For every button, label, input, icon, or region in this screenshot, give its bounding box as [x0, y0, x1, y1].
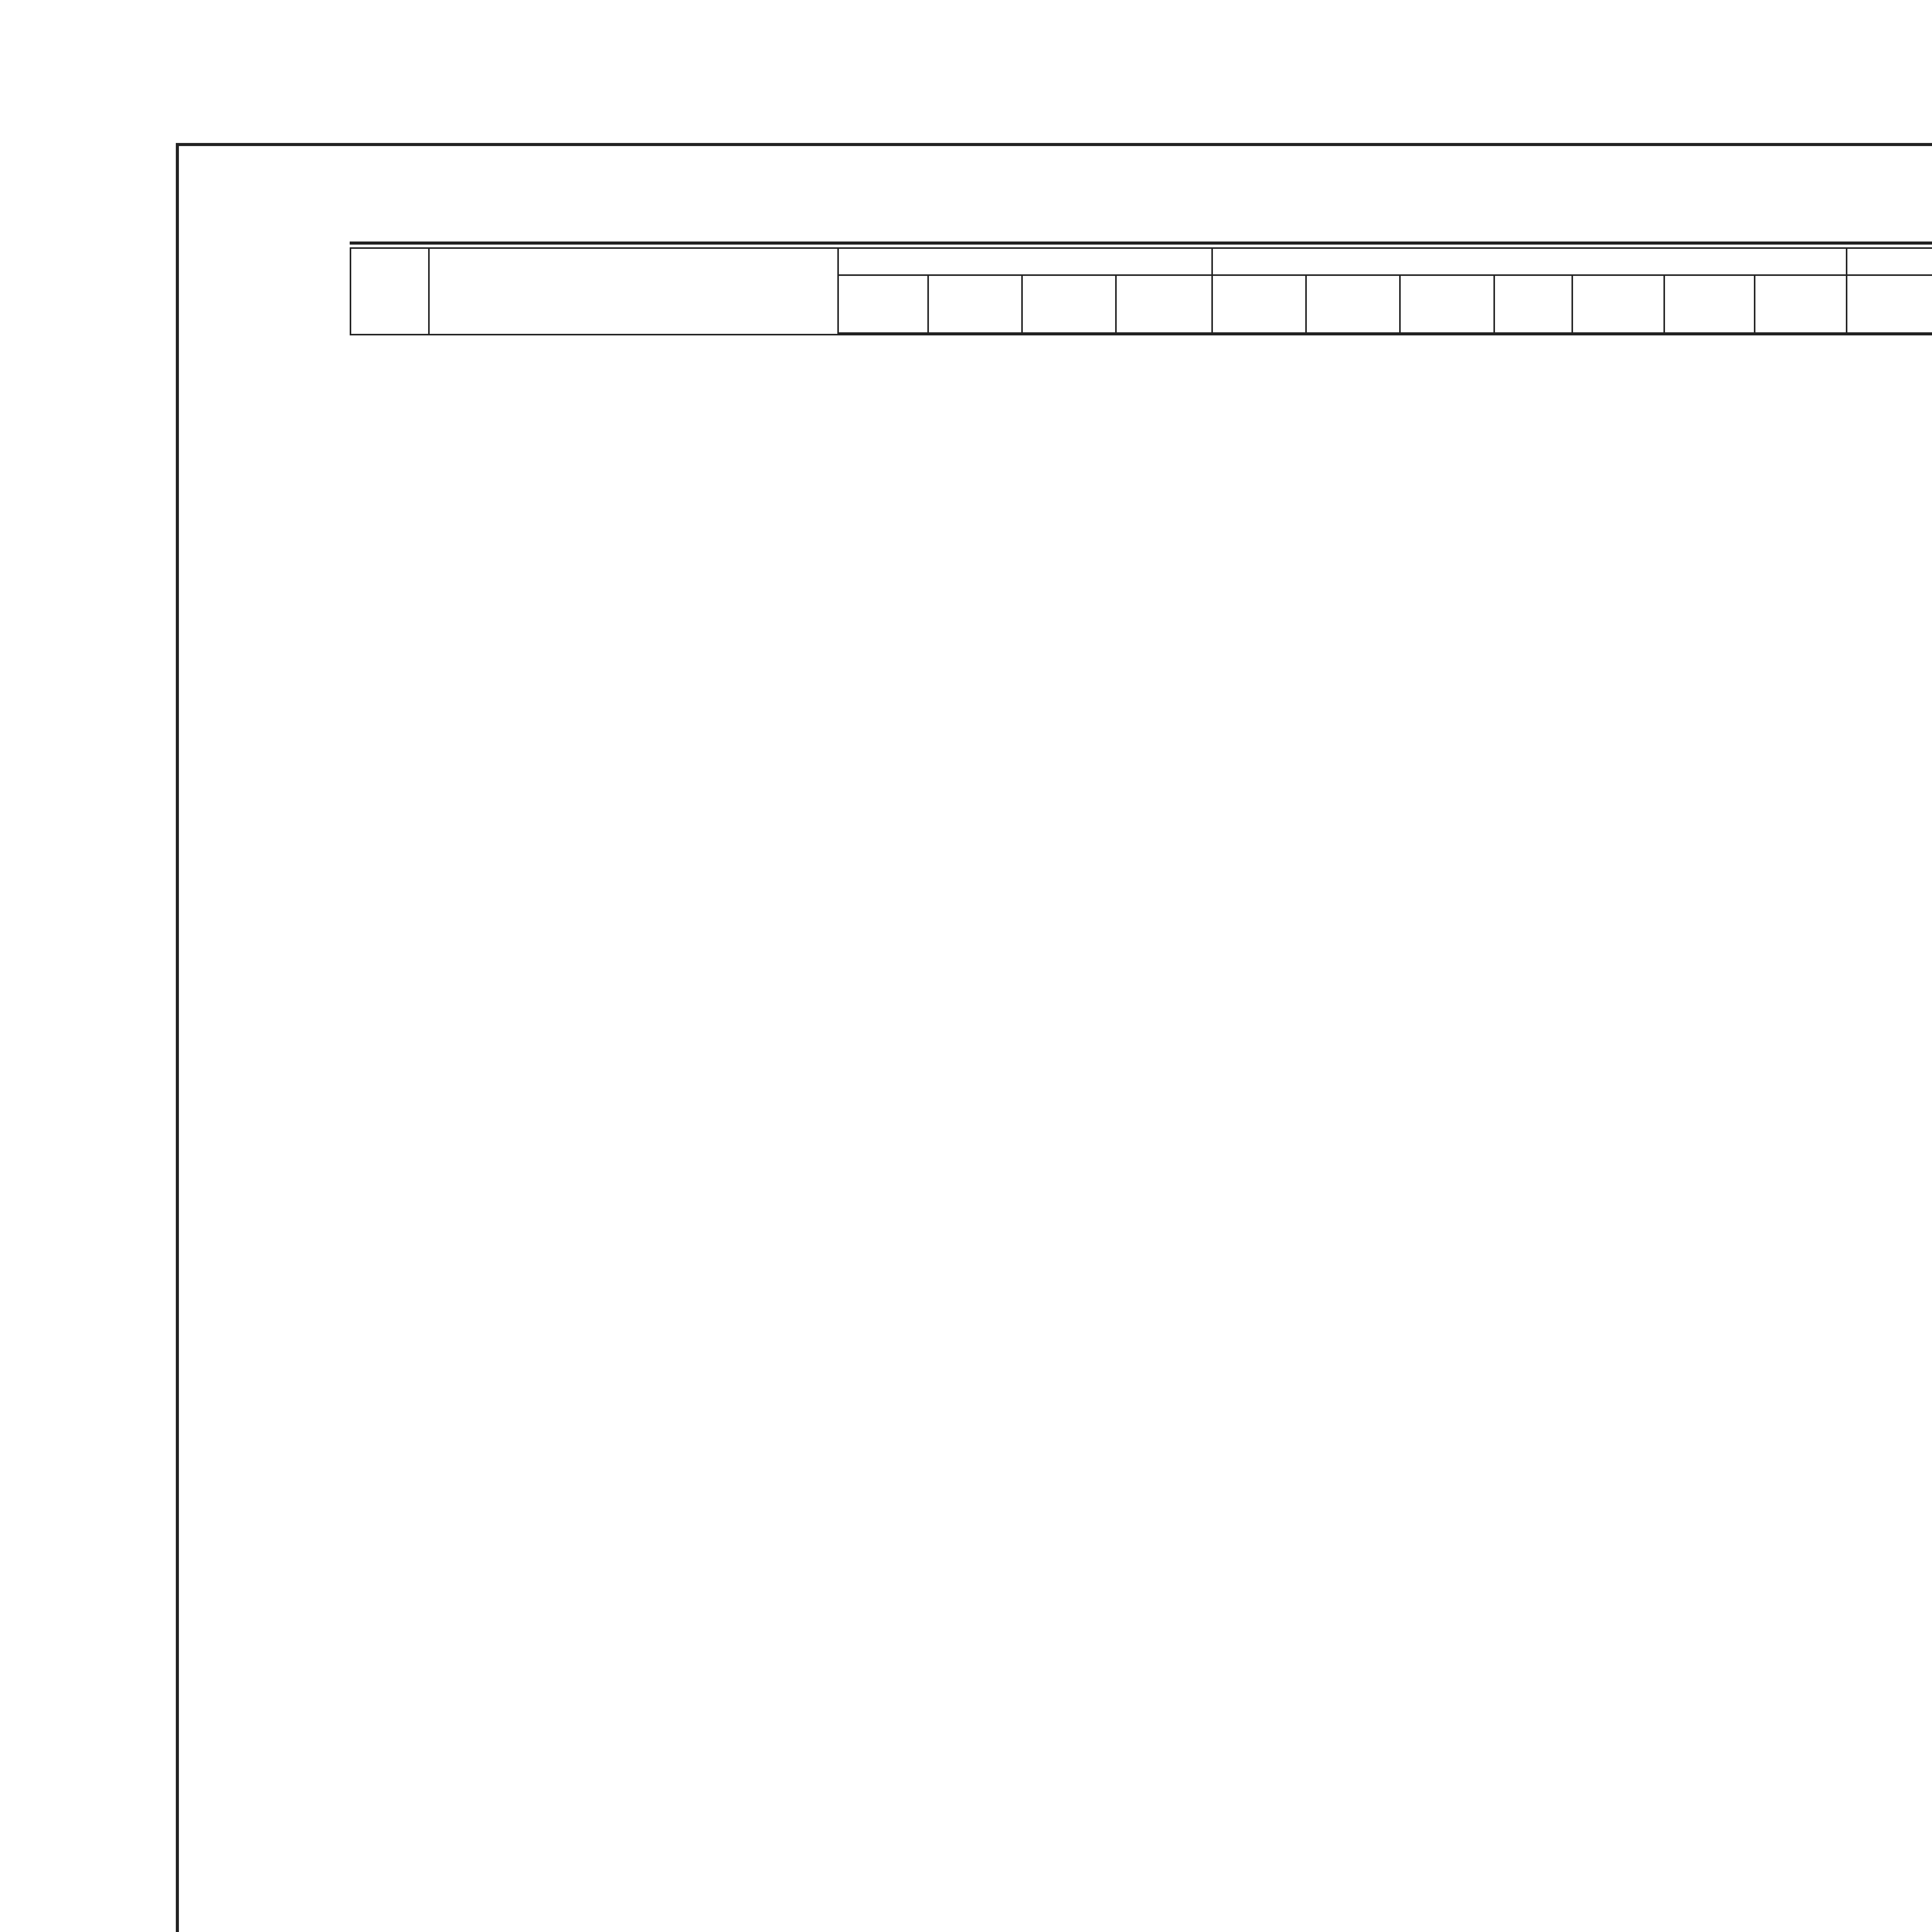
group-infl: [838, 248, 1212, 275]
unit-dyn: [1494, 333, 1573, 335]
unit-area: [1022, 333, 1116, 335]
col-equiv: [1306, 275, 1400, 333]
group-add: [1847, 248, 1932, 275]
truss-scheme: [456, 1712, 1777, 1928]
unit-equiv: [1306, 333, 1400, 335]
unit-kper: [1572, 333, 1664, 335]
col-element: [350, 248, 429, 335]
col-n1m: [1664, 275, 1754, 333]
unit-sum-main: [1755, 333, 1847, 335]
col-sum-main: [1755, 275, 1847, 333]
unit-add: [1847, 333, 1932, 335]
page-title: [575, 197, 1932, 240]
unit-s-perm: [1212, 333, 1306, 335]
col-view: [429, 248, 838, 335]
col-kper: [1572, 275, 1664, 333]
header-row-groups: [350, 248, 1932, 275]
col-len: [838, 275, 928, 333]
unit-len: [838, 333, 928, 335]
forces-table: [350, 247, 1932, 1619]
col-pos: [928, 275, 1022, 333]
col-dyn: [1494, 275, 1573, 333]
unit-s-temp: [1400, 333, 1494, 335]
col-a11: [1847, 275, 1932, 333]
title-rule: [350, 242, 1932, 245]
col-sum: [1116, 275, 1212, 333]
table-body: [350, 335, 1932, 1618]
col-s-perm: [1212, 275, 1306, 333]
col-area: [1022, 275, 1116, 333]
unit-pos: [928, 333, 1022, 335]
group-main: [1212, 248, 1847, 275]
col-s-temp: [1400, 275, 1494, 333]
unit-n1m: [1664, 333, 1754, 335]
unit-empty: [1116, 333, 1212, 335]
